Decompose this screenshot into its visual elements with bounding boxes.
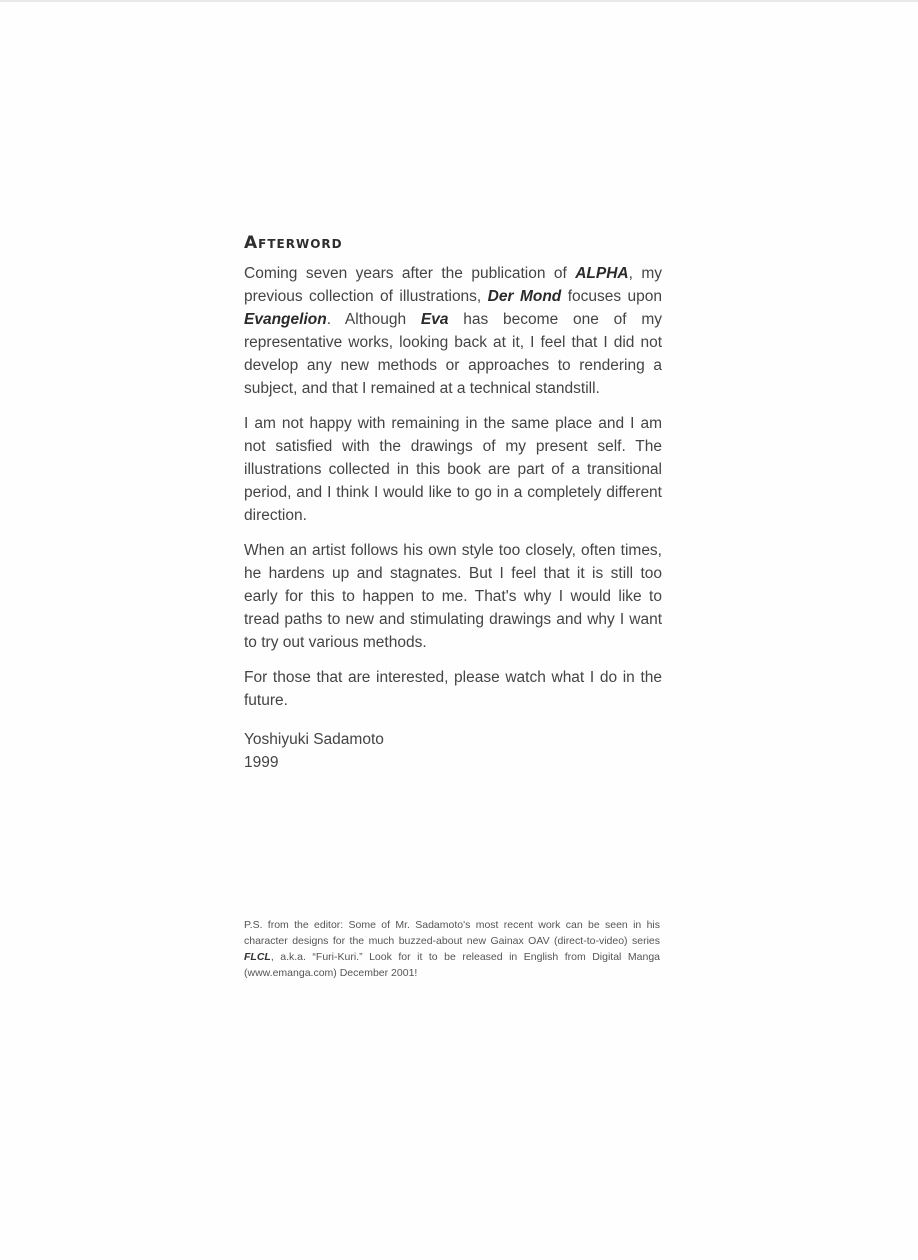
emphasized-title: Evangelion (244, 311, 327, 328)
editor-postscript (244, 917, 660, 981)
text-run: , a.k.a. “Furi-Kuri.” Look for it to be released in English from Digital Manga (www.emanga.com) December 2001! (244, 950, 660, 979)
text-run: Coming seven years after the publication of (244, 265, 576, 282)
text-run: When an artist follows his own style too closely, often times, he hardens up and stagnates. But I feel that it is still too early for this to happen to me. That's why I would like to tread paths to new and stimulating drawings and why I want to try out various methods. (244, 542, 662, 651)
emphasized-title: FLCL (244, 950, 271, 963)
paragraph-3 (244, 539, 662, 654)
paragraph-1 (244, 262, 662, 400)
text-run: For those that are interested, please watch what I do in the future. (244, 669, 662, 709)
afterword-section (244, 232, 662, 774)
author-name: Yoshiyuki Sadamoto (244, 731, 384, 748)
text-run: , my previous collection of illustrations, (244, 265, 662, 305)
signature-block (244, 728, 662, 774)
text-run: focuses upon (561, 288, 663, 305)
emphasized-title: ALPHA (575, 265, 629, 282)
text-run: . Although (326, 311, 421, 328)
emphasized-title: Eva (420, 311, 449, 328)
emphasized-title: Der Mond (487, 288, 562, 305)
page-top-edge (0, 0, 918, 2)
text-run: P.S. from the editor: Some of Mr. Sadamoto's most recent work can be seen in his character designs for the much buzzed-about new Gainax OAV (direct-to-video) series (244, 918, 660, 947)
afterword-heading: Afterword (244, 233, 343, 253)
paragraph-2 (244, 412, 662, 527)
text-run: has become one of my representative works, looking back at it, I feel that I did not develop any new methods or approaches to rendering a subject, and that I remained at a technical standstill. (244, 311, 662, 397)
text-run: I am not happy with remaining in the same place and I am not satisfied with the drawings of my present self. The illustrations collected in this book are part of a transitional period, and I think I would like to go in a completely different direction. (244, 415, 662, 524)
signature-year: 1999 (244, 754, 279, 771)
paragraph-4 (244, 666, 662, 712)
